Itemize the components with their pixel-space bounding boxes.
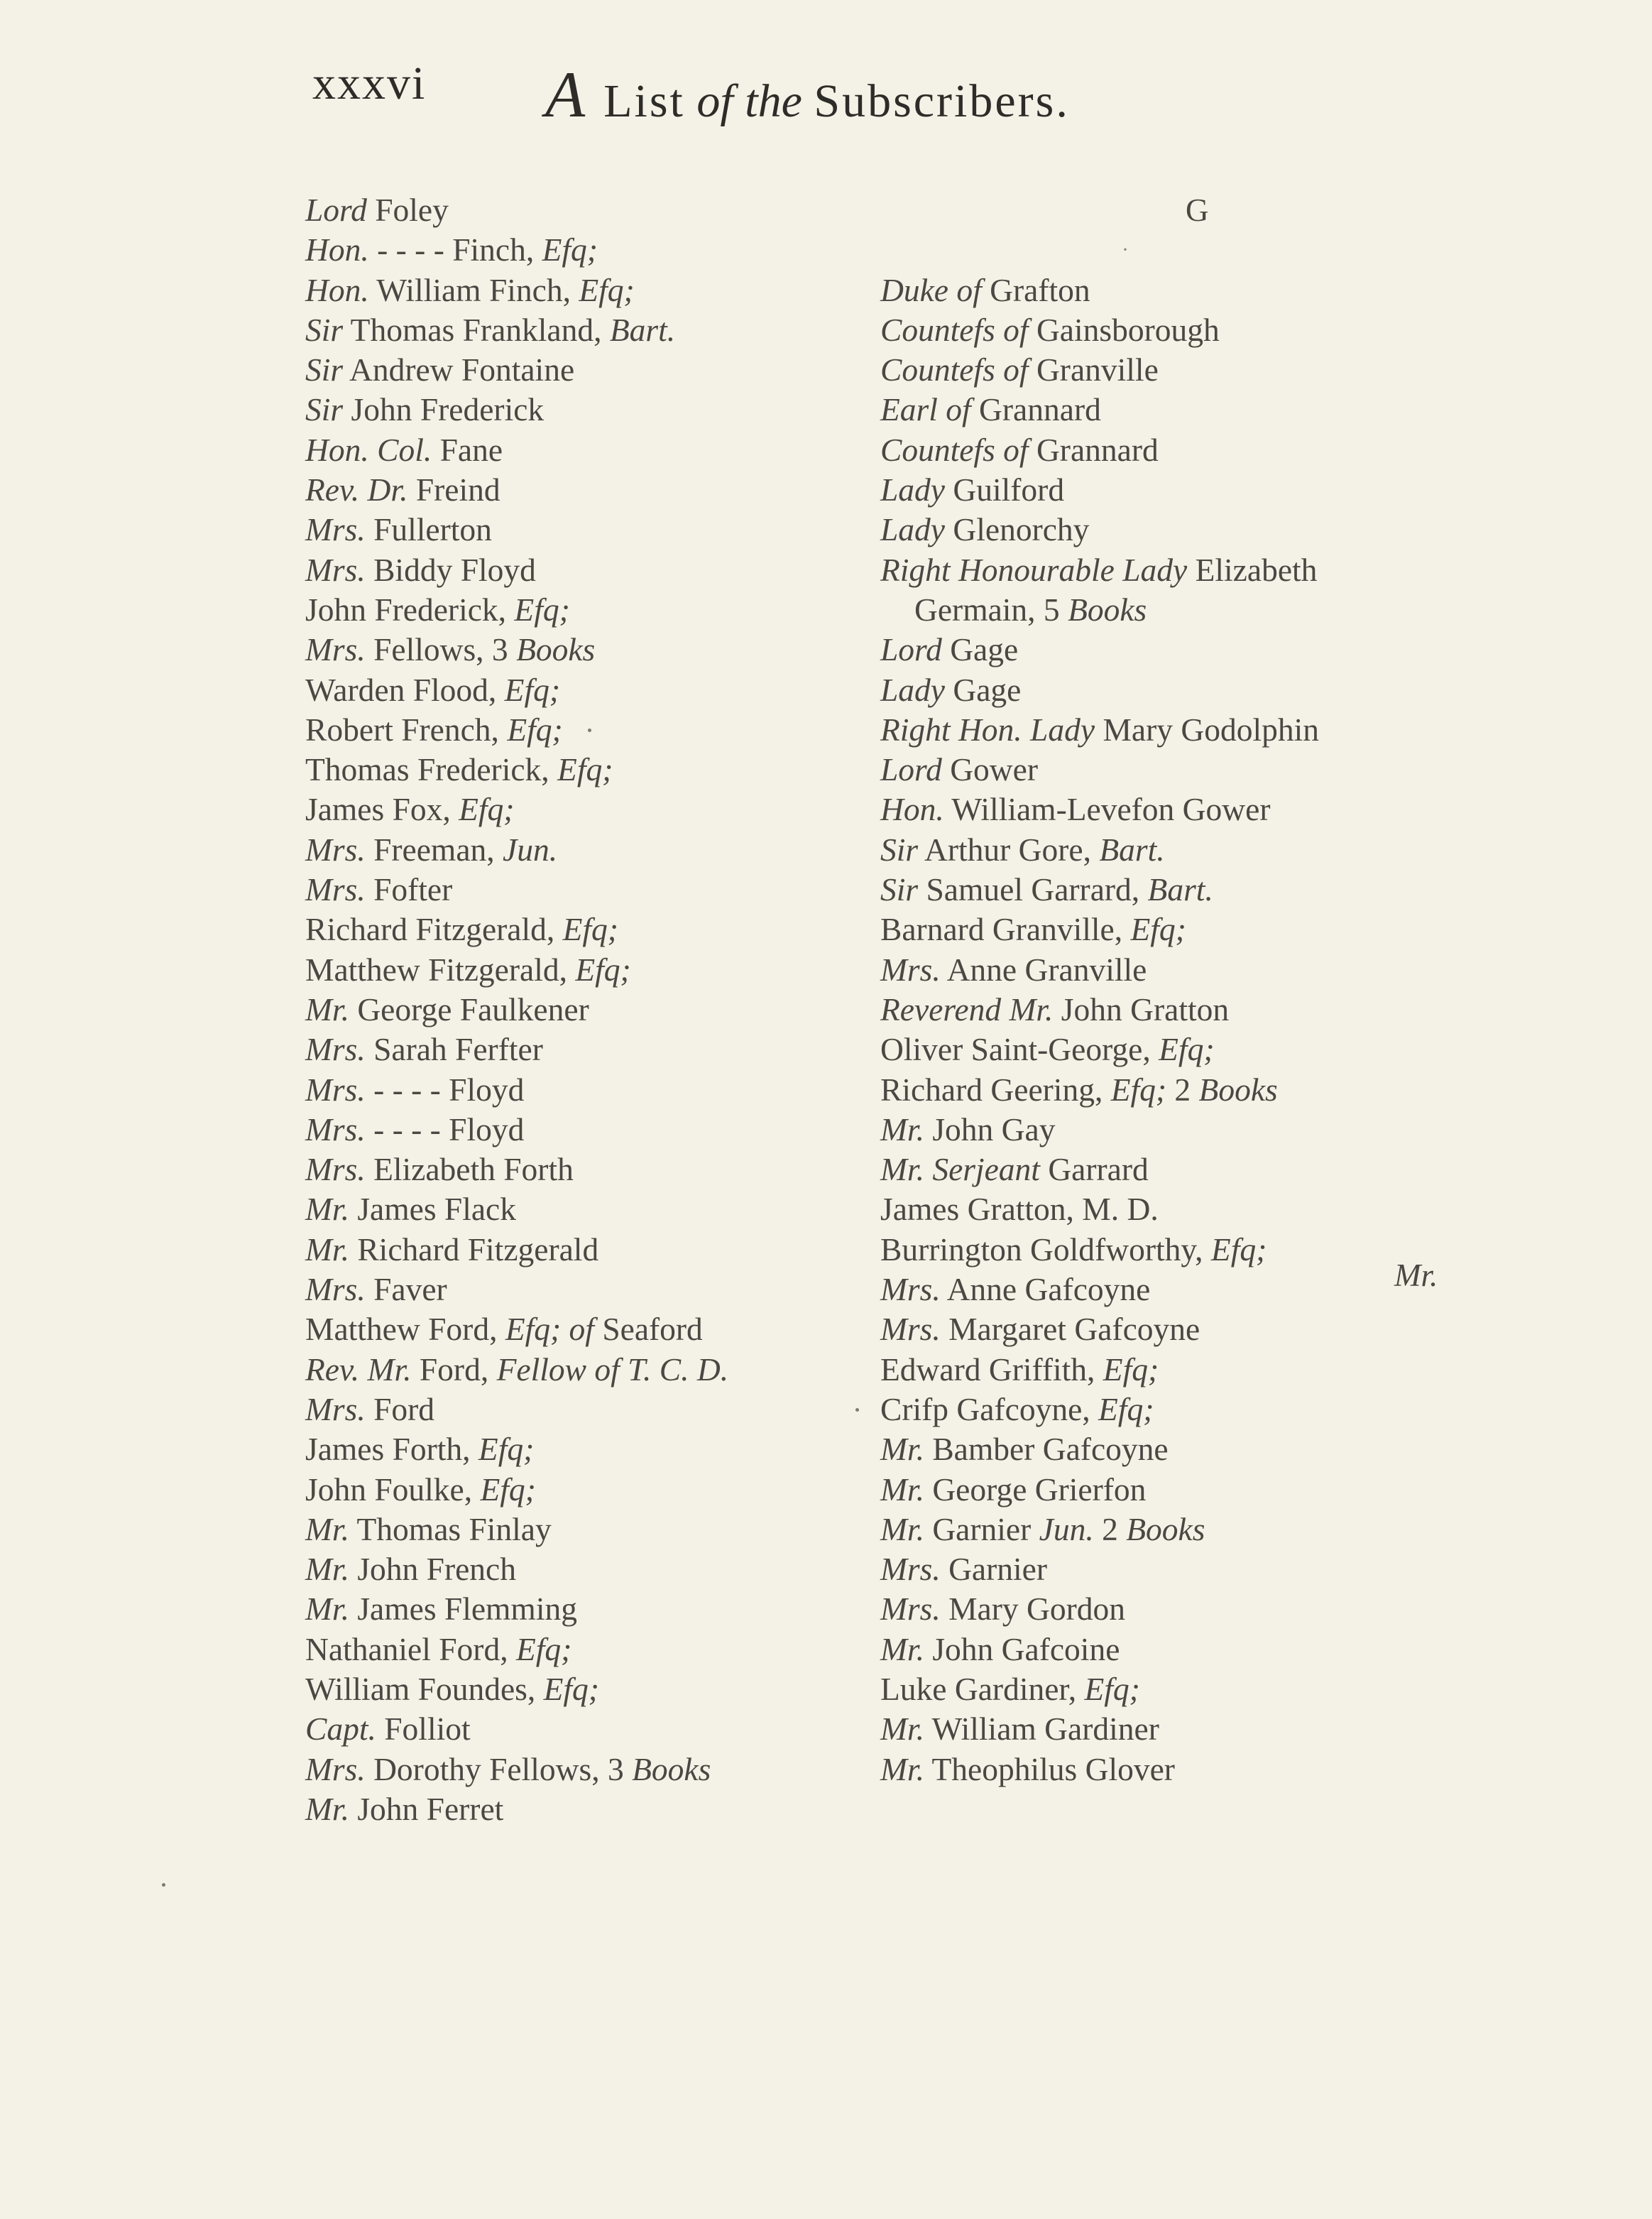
entry-text: Gage <box>941 631 1019 668</box>
subscriber-entry <box>305 1429 873 1469</box>
entry-italic-text: Mr. <box>880 1510 924 1547</box>
subscriber-entry <box>305 1549 873 1589</box>
entry-text: William Finch, <box>368 271 579 308</box>
entry-italic-text: Sir <box>880 871 919 908</box>
entry-text: Matthew Fitzgerald, <box>305 951 576 988</box>
subscriber-entry <box>305 910 873 949</box>
entry-text: Sarah Ferfter <box>365 1031 543 1068</box>
entry-text: George Grierfon <box>924 1471 1147 1507</box>
subscriber-entry <box>880 710 1533 750</box>
entry-text: Faver <box>365 1271 447 1308</box>
subscriber-entry <box>880 830 1533 870</box>
entry-text: Glenorchy <box>945 511 1090 548</box>
subscriber-entry <box>880 630 1533 670</box>
entry-italic-text: Mr. <box>305 1591 349 1628</box>
entry-text: James Fox, <box>305 791 459 828</box>
subscriber-entry <box>880 1669 1533 1709</box>
entry-text: Fane <box>432 431 503 468</box>
entry-text: Andrew Fontaine <box>343 351 575 388</box>
entry-italic-text: Efq; <box>1098 1390 1154 1427</box>
subscriber-entry <box>880 271 1533 310</box>
entry-italic-text: Rev. Mr. <box>305 1351 412 1387</box>
entry-text: Gower <box>941 751 1039 788</box>
subscriber-entry <box>880 1350 1533 1390</box>
subscriber-entry <box>880 1709 1533 1749</box>
entry-text: William Foundes, <box>305 1670 544 1707</box>
entry-italic-text: Bart. <box>1099 831 1165 868</box>
subscriber-entry <box>305 1390 873 1429</box>
subscriber-entry <box>305 1470 873 1510</box>
subscribers-list-g <box>880 271 1533 1789</box>
entry-text: Barnard Granville, <box>880 911 1131 948</box>
subscriber-entry <box>305 1350 873 1390</box>
entry-text: Anne Gafcoyne <box>940 1271 1151 1308</box>
entry-text: William-Levefon Gower <box>943 791 1271 828</box>
entry-text: James Gratton, M. D. <box>880 1191 1159 1228</box>
page-header <box>312 57 1306 135</box>
entry-italic-text: Hon. <box>880 791 944 828</box>
subscriber-entry <box>880 1309 1533 1349</box>
entry-text: John Gafcoine <box>924 1630 1120 1667</box>
entry-italic-text: Mrs. <box>305 511 366 548</box>
entry-italic-text: Mr. <box>305 1191 349 1228</box>
entry-italic-text: Books <box>1068 591 1147 628</box>
subscriber-entry <box>880 870 1533 910</box>
subscriber-entry <box>880 1070 1533 1110</box>
entry-text: John Foulke, <box>305 1471 481 1507</box>
subscriber-entry <box>305 230 873 270</box>
subscriber-entry <box>880 1150 1533 1189</box>
subscriber-entry <box>880 590 1533 630</box>
entry-text: Thomas Finlay <box>349 1510 552 1547</box>
entry-italic-text: Sir <box>880 831 919 868</box>
paper-speck <box>588 729 591 732</box>
entry-italic-text: Mr. <box>305 1551 349 1588</box>
entry-italic-text: Lady <box>880 471 945 508</box>
entry-italic-text: Books <box>516 631 596 668</box>
entry-italic-text: Mr. <box>880 1630 924 1667</box>
entry-italic-text: Earl of <box>880 391 971 428</box>
entry-text: Ford <box>365 1390 435 1427</box>
entry-italic-text: Countefs of <box>880 311 1029 348</box>
subscriber-entry <box>305 1270 873 1309</box>
entry-text: James Forth, <box>305 1431 478 1468</box>
entry-text: Ford, <box>411 1351 497 1387</box>
entry-italic-text: Efq; <box>562 911 618 948</box>
entry-text: Guilford <box>945 471 1065 508</box>
entry-italic-text: Mrs. <box>880 1551 941 1588</box>
entry-text: Foley <box>366 192 449 228</box>
subscriber-entry <box>305 310 873 350</box>
entry-italic-text: Efq; <box>1210 1231 1267 1267</box>
entry-italic-text: Efq; <box>478 1431 535 1468</box>
subscriber-entry <box>305 1630 873 1669</box>
entry-text: Bamber Gafcoyne <box>924 1431 1169 1468</box>
entry-italic-text: Hon. <box>305 231 369 268</box>
entry-italic-text: Countefs of <box>880 351 1029 388</box>
subscriber-entry <box>880 790 1533 829</box>
subscriber-entry <box>305 630 873 670</box>
entry-italic-text: Books <box>1126 1510 1205 1547</box>
entry-italic-text: Efq; <box>459 791 515 828</box>
entry-text: Germain, 5 <box>914 591 1068 628</box>
entry-text: James Flemming <box>349 1591 577 1628</box>
entry-text: Arthur Gore, <box>918 831 1100 868</box>
entry-italic-text: Duke of <box>880 271 982 308</box>
entry-text: - - - - Finch, <box>368 231 542 268</box>
subscriber-entry <box>880 310 1533 350</box>
subscriber-entry <box>880 390 1533 430</box>
subscriber-entry <box>305 830 873 870</box>
subscriber-entry <box>880 1110 1533 1150</box>
subscriber-entry <box>305 590 873 630</box>
subscriber-entry <box>305 390 873 430</box>
entry-text: Richard Fitzgerald <box>349 1231 599 1267</box>
entry-italic-text: Lady <box>880 671 945 708</box>
entry-italic-text: Mrs. <box>305 1390 366 1427</box>
entry-italic-text: Mrs. <box>305 631 366 668</box>
entry-text: John Frederick, <box>305 591 515 628</box>
entry-text: - - - - Floyd <box>365 1071 525 1108</box>
entry-italic-text: Right Honourable Lady <box>880 551 1188 588</box>
subscriber-entry <box>880 350 1533 390</box>
entry-text: William Gardiner <box>924 1711 1159 1748</box>
subscriber-entry <box>880 430 1533 470</box>
entry-italic-text: Hon. Col. <box>305 431 432 468</box>
subscriber-entry <box>880 1429 1533 1469</box>
subscriber-entry <box>305 870 873 910</box>
entry-text: Fullerton <box>365 511 492 548</box>
entry-italic-text: Rev. Dr. <box>305 471 408 508</box>
entry-italic-text: Efq; <box>557 751 613 788</box>
entry-text: John Gay <box>924 1111 1056 1147</box>
subscriber-entry <box>305 1030 873 1069</box>
subscriber-entry <box>305 670 873 710</box>
entry-text: Richard Geering, <box>880 1071 1111 1108</box>
entry-italic-text: Efq; <box>507 711 563 748</box>
entry-italic-text: Lady <box>880 511 945 548</box>
entry-italic-text: Mrs. <box>305 831 366 868</box>
entry-text: Granville <box>1028 351 1159 388</box>
entry-italic-text: Mrs. <box>880 1271 941 1308</box>
entry-text: 2 <box>1166 1071 1199 1108</box>
page-title <box>545 57 1070 132</box>
entry-italic-text: Reverend Mr. <box>880 991 1054 1027</box>
section-letter-g: G <box>1186 192 1209 228</box>
entry-text: John Ferret <box>349 1790 504 1827</box>
entry-text: Folliot <box>376 1711 471 1748</box>
entry-italic-text: Mrs. <box>305 871 366 908</box>
entry-italic-text: Jun. <box>503 831 558 868</box>
entry-text: Margaret Gafcoyne <box>940 1311 1200 1348</box>
entry-italic-text: Efq; <box>579 271 635 308</box>
subscriber-entry <box>305 1150 873 1189</box>
entry-italic-text: Efq; <box>575 951 631 988</box>
entry-italic-text: Mrs. <box>305 1111 366 1147</box>
title-word-subscribers: Subscribers. <box>814 75 1070 127</box>
subscriber-entry <box>880 510 1533 550</box>
subscriber-entry <box>305 1510 873 1549</box>
entry-italic-text: Mr. <box>880 1111 924 1147</box>
entry-text: Biddy Floyd <box>365 551 536 588</box>
entry-italic-text: Jun. <box>1039 1510 1094 1547</box>
entry-italic-text: Mr. <box>305 1510 349 1547</box>
entry-italic-text: Efq; <box>1130 911 1186 948</box>
subscriber-entry <box>305 990 873 1030</box>
subscriber-entry <box>305 1070 873 1110</box>
entry-italic-text: Efq; <box>1103 1351 1159 1387</box>
entry-text: Robert French, <box>305 711 508 748</box>
entry-text: Luke Gardiner, <box>880 1670 1085 1707</box>
page-number: xxxvi <box>312 58 427 109</box>
entry-text: John French <box>349 1551 517 1588</box>
title-word-of: of <box>696 75 733 127</box>
entry-italic-text: Bart. <box>609 311 676 348</box>
entry-text: Elizabeth Forth <box>365 1151 574 1188</box>
entry-text: James Flack <box>349 1191 516 1228</box>
entry-italic-text: Efq; <box>542 231 598 268</box>
subscriber-entry <box>305 430 873 470</box>
entry-text: Fofter <box>365 871 453 908</box>
entry-italic-text: Efq; <box>504 671 561 708</box>
subscriber-entry <box>305 350 873 390</box>
entry-italic-text: Mrs. <box>880 951 941 988</box>
entry-text: Mary Godolphin <box>1095 711 1320 748</box>
entry-text: Warden Flood, <box>305 671 505 708</box>
subscriber-entry <box>305 790 873 829</box>
subscriber-entry <box>880 1470 1533 1510</box>
entry-italic-text: Mrs. <box>305 551 366 588</box>
entry-text: Oliver Saint-George, <box>880 1031 1159 1068</box>
subscriber-entry <box>305 1669 873 1709</box>
entry-italic-text: Right Hon. Lady <box>880 711 1095 748</box>
subscriber-entry <box>880 1589 1533 1629</box>
entry-italic-text: Mrs. <box>305 1151 366 1188</box>
entry-italic-text: Mr. <box>305 1790 349 1827</box>
subscriber-entry <box>305 550 873 590</box>
subscriber-entry <box>880 910 1533 949</box>
entry-text: Garnier <box>940 1551 1048 1588</box>
entry-text: Fellows, 3 <box>365 631 517 668</box>
entry-italic-text: Books <box>632 1750 711 1787</box>
subscriber-entry <box>880 750 1533 790</box>
entry-italic-text: Lord <box>305 192 367 228</box>
entry-text: Crifp Gafcoyne, <box>880 1390 1099 1427</box>
entry-italic-text: Mrs. <box>880 1591 941 1628</box>
section-ornament-mark: · <box>1122 238 1129 262</box>
entry-italic-text: Efq; <box>1110 1071 1167 1108</box>
entry-italic-text: Mrs. <box>305 1271 366 1308</box>
entry-text: Richard Fitzgerald, <box>305 911 563 948</box>
entry-italic-text: Mr. <box>305 1231 349 1267</box>
entry-text: Grafton <box>981 271 1090 308</box>
entry-italic-text: Mr. <box>305 991 349 1027</box>
subscribers-column-left <box>305 190 873 1829</box>
subscriber-entry <box>305 950 873 990</box>
entry-italic-text: Mr. <box>880 1711 924 1748</box>
entry-text: George Faulkener <box>349 991 589 1027</box>
entry-italic-text: Efq; <box>543 1670 599 1707</box>
entry-italic-text: Mr. <box>880 1750 924 1787</box>
entry-italic-text: Efq; <box>514 591 570 628</box>
title-word-list: List <box>603 75 685 127</box>
subscriber-entry <box>880 670 1533 710</box>
subscriber-entry <box>880 1750 1533 1789</box>
entry-text: Freind <box>407 471 500 508</box>
subscriber-entry <box>305 750 873 790</box>
entry-italic-text: Mrs. <box>305 1750 366 1787</box>
subscriber-entry <box>880 1390 1533 1429</box>
subscriber-entry <box>880 1030 1533 1069</box>
subscriber-entry <box>305 1589 873 1629</box>
entry-italic-text: Efq; <box>1084 1670 1140 1707</box>
entry-text: Thomas Frankland, <box>343 311 610 348</box>
entry-text: Grannard <box>1028 431 1159 468</box>
entry-text: Gainsborough <box>1028 311 1220 348</box>
entry-text: Freeman, <box>365 831 503 868</box>
entry-italic-text: Mrs. <box>305 1031 366 1068</box>
entry-text: Nathaniel Ford, <box>305 1630 516 1667</box>
subscriber-entry <box>305 510 873 550</box>
entry-text: Edward Griffith, <box>880 1351 1103 1387</box>
subscriber-entry <box>880 990 1533 1030</box>
subscribers-column-right <box>880 190 1533 1789</box>
entry-italic-text: Mr. <box>880 1471 924 1507</box>
entry-text: Anne Granville <box>940 951 1147 988</box>
subscriber-entry <box>305 1189 873 1229</box>
entry-text: Samuel Garrard, <box>918 871 1148 908</box>
subscriber-entry <box>880 1189 1533 1229</box>
subscriber-entry <box>305 1709 873 1749</box>
entry-text: Matthew Ford, <box>305 1311 505 1348</box>
subscriber-entry <box>880 550 1533 590</box>
entry-italic-text: Mrs. <box>305 1071 366 1108</box>
subscriber-entry <box>305 470 873 510</box>
entry-text: John Frederick <box>343 391 545 428</box>
subscriber-entry <box>305 190 873 230</box>
entry-text: Theophilus Glover <box>924 1750 1175 1787</box>
entry-text: Garrard <box>1039 1151 1149 1188</box>
entry-italic-text: Mr. Serjeant <box>880 1151 1040 1188</box>
paper-speck <box>162 1883 165 1887</box>
entry-italic-text: Fellow of T. C. D. <box>496 1351 729 1387</box>
entry-text: Garnier <box>924 1510 1039 1547</box>
entry-italic-text: Efq; <box>480 1471 536 1507</box>
entry-italic-text: Sir <box>305 311 344 348</box>
entry-text: Elizabeth <box>1187 551 1318 588</box>
entry-text: 2 <box>1093 1510 1127 1547</box>
entry-italic-text: Sir <box>305 351 344 388</box>
entry-italic-text: Sir <box>305 391 344 428</box>
entry-italic-text: Countefs of <box>880 431 1029 468</box>
entry-text: Dorothy Fellows, 3 <box>365 1750 633 1787</box>
entry-italic-text: Mrs. <box>880 1311 941 1348</box>
entry-text: Gage <box>945 671 1022 708</box>
entry-italic-text: Lord <box>880 751 942 788</box>
entry-text: John Gratton <box>1053 991 1230 1027</box>
entry-italic-text: Hon. <box>305 271 369 308</box>
subscriber-entry <box>880 1630 1533 1669</box>
title-word-the: the <box>745 75 802 127</box>
subscriber-entry <box>305 1750 873 1789</box>
entry-text: - - - - Floyd <box>365 1111 525 1147</box>
entry-italic-text: Efq; <box>515 1630 572 1667</box>
subscriber-entry <box>880 470 1533 510</box>
entry-text: Burrington Goldfworthy, <box>880 1231 1211 1267</box>
entry-text: Seaford <box>593 1311 703 1348</box>
subscriber-entry <box>305 271 873 310</box>
entry-italic-text: Mr. <box>880 1431 924 1468</box>
subscriber-entry <box>305 1789 873 1829</box>
subscriber-entry <box>880 1549 1533 1589</box>
entry-italic-text: Capt. <box>305 1711 376 1748</box>
subscriber-entry <box>305 1230 873 1270</box>
entry-text: Mary Gordon <box>940 1591 1126 1628</box>
catchword: Mr. <box>1394 1258 1438 1293</box>
subscriber-entry <box>305 1309 873 1349</box>
entry-italic-text: Bart. <box>1147 871 1213 908</box>
entry-text: Grannard <box>970 391 1101 428</box>
entry-italic-text: Books <box>1198 1071 1278 1108</box>
subscriber-entry <box>305 1110 873 1150</box>
entry-italic-text: Efq; of <box>505 1311 594 1348</box>
paper-speck <box>855 1408 859 1412</box>
entry-text: Thomas Frederick, <box>305 751 558 788</box>
entry-italic-text: Efq; <box>1159 1031 1215 1068</box>
entry-italic-text: Lord <box>880 631 942 668</box>
title-initial: A <box>545 58 586 131</box>
subscriber-entry <box>880 950 1533 990</box>
subscriber-entry <box>880 1510 1533 1549</box>
